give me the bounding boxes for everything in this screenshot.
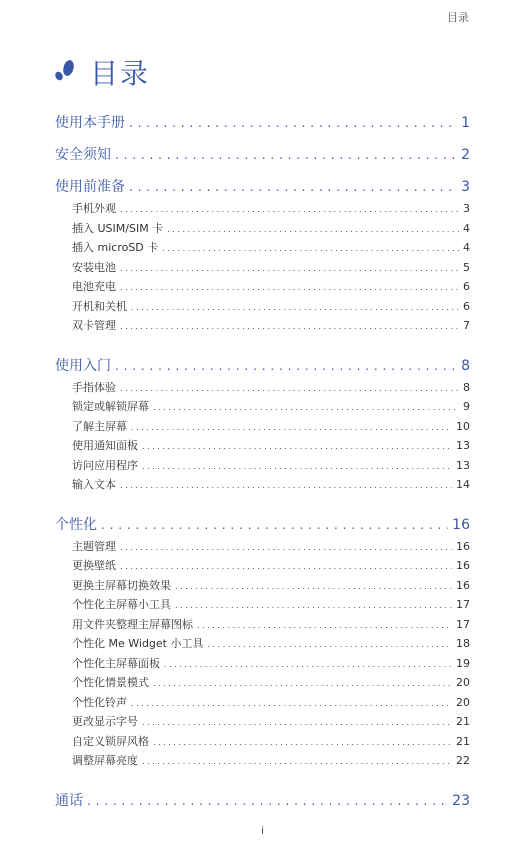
toc-section-entry[interactable]: [55, 259, 470, 279]
toc-chapter-page: 23: [452, 792, 470, 809]
toc-chapter-title: 通话: [55, 792, 83, 809]
toc-section-page: 4: [463, 221, 470, 235]
toc-leader-dots: [207, 640, 452, 649]
toc-section-entry[interactable]: [55, 655, 470, 675]
toc-section-title: 手指体验: [72, 380, 116, 394]
toc-chapter-entry[interactable]: [55, 144, 470, 166]
toc-leader-dots: [131, 303, 459, 312]
toc-chapter-page: 2: [461, 147, 470, 163]
toc-section-page: 21: [456, 734, 470, 748]
toc-section-entry[interactable]: [55, 239, 470, 259]
toc-chapter-entry[interactable]: [55, 514, 470, 536]
toc-section-page: 16: [456, 559, 470, 572]
toc-section-entry[interactable]: [55, 694, 470, 714]
toc-section-title: 更换壁纸: [72, 559, 116, 572]
toc-section-title: 双卡管理: [72, 319, 116, 332]
toc-section-page: 13: [456, 439, 470, 452]
toc-section-entry[interactable]: [55, 457, 470, 477]
toc-section-title: 更改显示字号: [72, 715, 138, 728]
toc-leader-dots: [142, 718, 452, 727]
running-header: 目录: [447, 11, 469, 24]
toc-section-page: 20: [456, 676, 470, 689]
toc-section-title: 更换主屏幕切换效果: [72, 578, 171, 592]
toc-section-entry[interactable]: [55, 437, 470, 457]
toc-section-title: 电池充电: [72, 280, 116, 293]
toc-leader-dots: [120, 384, 459, 393]
table-of-contents: [55, 112, 470, 814]
toc-chapter-title: 安全须知: [55, 147, 111, 163]
toc-leader-dots: [87, 794, 448, 808]
toc-leader-dots: [120, 205, 459, 214]
page-number: i: [260, 824, 265, 837]
toc-section-entry[interactable]: [55, 616, 470, 636]
page-title: 目录: [90, 57, 151, 90]
toc-chapter-entry[interactable]: [55, 790, 470, 812]
toc-section-page: 14: [456, 478, 470, 491]
toc-leader-dots: [153, 738, 452, 747]
toc-section-page: 4: [463, 241, 470, 254]
toc-leader-dots: [115, 359, 457, 373]
toc-leader-dots: [120, 562, 452, 571]
toc-section-entry[interactable]: [55, 398, 470, 418]
toc-spacer: [55, 496, 470, 504]
toc-leader-dots: [175, 601, 452, 610]
toc-section-title: 个性化 Me Widget 小工具: [72, 637, 204, 650]
toc-leader-dots: [131, 699, 452, 708]
toc-section-entry[interactable]: [55, 298, 470, 318]
toc-section-title: 输入文本: [72, 478, 116, 491]
toc-section-title: 开机和关机: [72, 299, 127, 313]
toc-section-entry[interactable]: [55, 317, 470, 337]
toc-leader-dots: [175, 582, 452, 591]
toc-section-title: 主题管理: [72, 539, 116, 553]
toc-section-page: 19: [456, 656, 470, 670]
toc-leader-dots: [101, 518, 448, 532]
toc-section-page: 22: [456, 754, 470, 767]
toc-section-title: 插入 USIM/SIM 卡: [72, 221, 164, 235]
toc-section-page: 8: [463, 380, 470, 394]
toc-spacer: [55, 772, 470, 780]
toc-leader-dots: [120, 543, 452, 552]
toc-leader-dots: [142, 757, 452, 766]
toc-leader-dots: [164, 660, 452, 669]
toc-section-title: 个性化情景模式: [72, 676, 149, 689]
toc-section-title: 手机外观: [72, 202, 116, 215]
toc-leader-dots: [142, 462, 452, 471]
toc-leader-dots: [131, 423, 452, 432]
toc-section-title: 个性化主屏幕面板: [72, 656, 160, 670]
toc-section-title: 用文件夹整理主屏幕图标: [72, 617, 193, 631]
toc-leader-dots: [120, 322, 459, 331]
toc-chapter-title: 个性化: [55, 516, 97, 533]
toc-section-page: 20: [456, 695, 470, 709]
toc-section-entry[interactable]: [55, 733, 470, 753]
toc-chapter-entry[interactable]: [55, 112, 470, 134]
toc-section-page: 7: [463, 319, 470, 332]
toc-section-entry[interactable]: [55, 220, 470, 240]
toc-leader-dots: [153, 679, 452, 688]
toc-section-page: 17: [456, 598, 470, 611]
toc-section-entry[interactable]: [55, 557, 470, 577]
toc-section-title: 安装电池: [72, 260, 116, 274]
toc-chapter-title: 使用入门: [55, 357, 111, 374]
toc-chapter-page: 1: [461, 115, 470, 131]
toc-leader-dots: [129, 180, 457, 194]
toc-section-page: 16: [456, 539, 470, 553]
toc-section-page: 10: [456, 419, 470, 433]
toc-chapter-page: 16: [452, 516, 470, 533]
toc-section-page: 18: [456, 637, 470, 650]
toc-leader-dots: [120, 481, 452, 490]
toc-section-entry[interactable]: [55, 418, 470, 438]
toc-leader-dots: [162, 244, 459, 253]
toc-chapter-entry[interactable]: [55, 176, 470, 198]
toc-section-page: 5: [463, 260, 470, 274]
toc-leader-dots: [129, 116, 457, 130]
toc-section-entry[interactable]: [55, 200, 470, 220]
toc-spacer: [55, 337, 470, 345]
toc-section-entry[interactable]: [55, 674, 470, 694]
toc-section-entry[interactable]: [55, 538, 470, 558]
toc-section-entry[interactable]: [55, 577, 470, 597]
toc-section-title: 了解主屏幕: [72, 419, 127, 433]
toc-chapter-page: 8: [461, 357, 470, 374]
toc-section-entry[interactable]: [55, 752, 470, 772]
toc-section-page: 9: [463, 400, 470, 413]
toc-section-entry[interactable]: [55, 278, 470, 298]
toc-section-entry[interactable]: [55, 596, 470, 616]
toc-chapter-title: 使用前准备: [55, 179, 125, 195]
toc-chapter-title: 使用本手册: [55, 115, 125, 131]
toc-section-page: 6: [463, 299, 470, 313]
huawei-petal-logo-icon: [52, 59, 78, 85]
toc-section-title: 调整屏幕亮度: [72, 754, 138, 767]
toc-chapter-page: 3: [461, 179, 470, 195]
toc-leader-dots: [153, 403, 459, 412]
title-row: [52, 52, 150, 92]
toc-leader-dots: [197, 621, 452, 630]
toc-leader-dots: [120, 264, 459, 273]
toc-chapter-entry[interactable]: [55, 355, 470, 377]
toc-section-entry[interactable]: [55, 476, 470, 496]
toc-leader-dots: [142, 442, 452, 451]
toc-section-title: 插入 microSD 卡: [72, 241, 159, 254]
toc-section-page: 16: [456, 578, 470, 592]
toc-section-title: 访问应用程序: [72, 458, 138, 472]
toc-section-title: 自定义锁屏风格: [72, 734, 149, 748]
toc-section-page: 17: [456, 617, 470, 631]
toc-section-page: 21: [456, 715, 470, 728]
toc-leader-dots: [115, 148, 457, 162]
toc-section-title: 使用通知面板: [72, 439, 138, 452]
toc-section-title: 个性化主屏幕小工具: [72, 598, 171, 611]
toc-section-page: 13: [456, 458, 470, 472]
toc-section-page: 6: [463, 280, 470, 293]
toc-section-title: 个性化铃声: [72, 695, 127, 709]
toc-section-entry[interactable]: [55, 379, 470, 399]
toc-section-entry[interactable]: [55, 713, 470, 733]
toc-section-title: 锁定或解锁屏幕: [72, 400, 149, 413]
toc-leader-dots: [120, 283, 459, 292]
toc-section-page: 3: [463, 202, 470, 215]
toc-section-entry[interactable]: [55, 635, 470, 655]
toc-leader-dots: [167, 225, 459, 234]
